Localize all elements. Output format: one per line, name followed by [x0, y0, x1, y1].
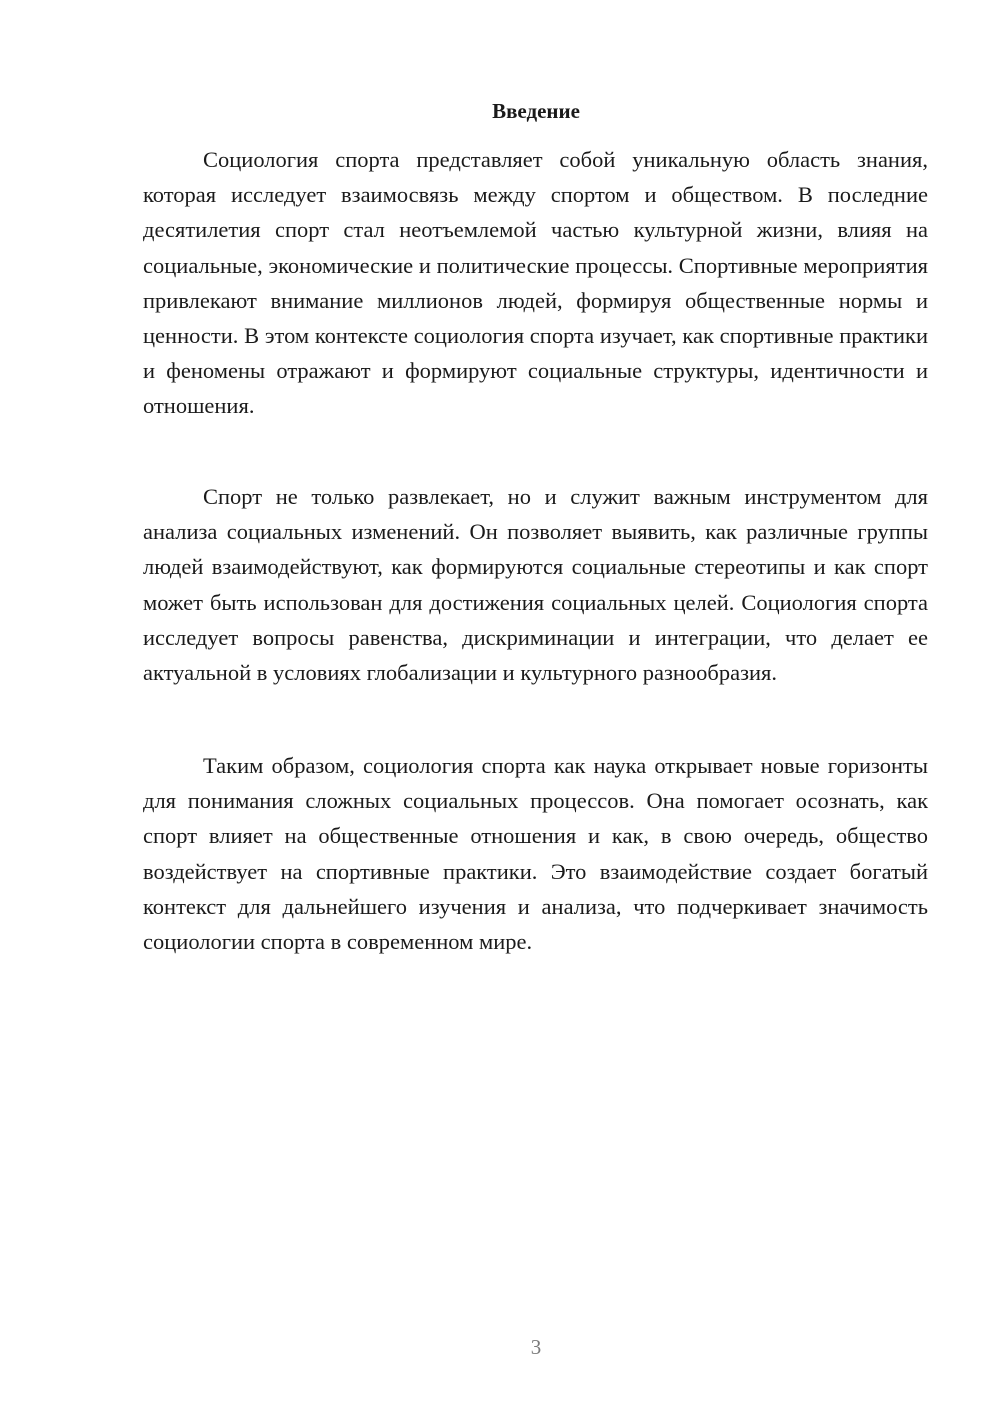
page-title: Введение — [492, 99, 580, 123]
paragraph-1: Социология спорта представляет собой уникальную область знания, которая исследует взаимосвязь между спортом и обществом. В последние десятилетия спорт стал неотъемлемой частью культурной жизни, влияя на социальные, экономические и политические процессы. Спортивные мероприятия привлекают внимание миллионов людей, формируя общественные нормы и ценности. В этом контексте социология спорта изучает, как спортивные практики и феномены отражают и формируют социальные структуры, идентичности и отношения. — [143, 147, 928, 419]
paragraph-2: Спорт не только развлекает, но и служит важным инструментом для анализа социальных изменений. Он позволяет выявить, как различные группы людей взаимодействуют, как формируются социальные стереотипы и как спорт может быть использован для достижения социальных целей. Социология спорта исследует вопросы равенства, дискриминации и интеграции, что делает ее актуальной в условиях глобализации и культурного разнообразия. — [143, 484, 928, 686]
paragraph-3: Таким образом, социология спорта как наука открывает новые горизонты для понимания сложных социальных процессов. Она помогает осознать, как спорт влияет на общественные отношения и как, в свою очередь, общество воздействует на спортивные практики. Это взаимодействие создает богатый контекст для дальнейшего изучения и анализа, что подчеркивает значимость социологии спорта в современном мире. — [143, 753, 928, 955]
page-number: 3 — [530, 1335, 542, 1359]
